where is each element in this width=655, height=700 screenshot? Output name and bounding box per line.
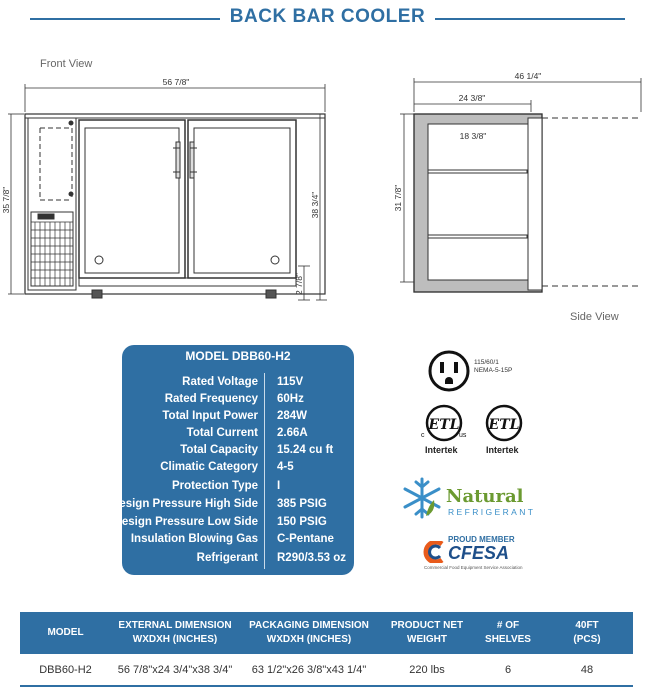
table-header	[541, 612, 633, 654]
title-rule-left	[30, 18, 220, 20]
spec-row	[111, 498, 354, 515]
spec-row	[113, 516, 354, 533]
table-cell: DBB60-H2	[20, 654, 111, 686]
natural-word: Natural	[446, 486, 524, 507]
header-line: PRODUCT NET	[390, 620, 464, 631]
cfesa-subtitle: Commercial Food Equipment Service Association	[424, 565, 523, 570]
spec-key: Protection Type	[171, 480, 258, 492]
table-header	[379, 612, 475, 654]
table-header-row	[20, 612, 633, 654]
cfesa-word: CFESA	[448, 543, 510, 563]
etl-listed-icon	[418, 404, 470, 444]
spec-key: Total Current	[186, 427, 258, 439]
front-height-left-dim: 35 7/8"	[1, 186, 11, 214]
table-cell: 56 7/8"x24 3/4"x38 3/4"	[111, 654, 239, 686]
header-line: WXDXH (INCHES)	[266, 634, 352, 645]
plug-spec	[474, 359, 512, 375]
plug-spec-line2: NEMA-5-15P	[474, 367, 513, 374]
front-view-label: Front View	[40, 58, 93, 70]
spec-value: 4-5	[277, 461, 294, 473]
spec-value: 284W	[277, 410, 308, 422]
title-rule-right	[435, 18, 625, 20]
front-height-right-dim: 38 3/4"	[310, 191, 320, 219]
spec-row	[122, 393, 354, 410]
spec-value: 115V	[277, 376, 304, 388]
table-row	[20, 654, 633, 686]
etl-listed-label: Intertek	[425, 445, 458, 455]
spec-row	[122, 552, 354, 569]
table-header	[475, 612, 541, 654]
spec-key: Insulation Blowing Gas	[130, 533, 258, 545]
spec-row	[122, 444, 354, 461]
side-depth-total-dim: 46 1/4"	[514, 71, 542, 81]
table-header	[111, 612, 239, 654]
spec-key: Rated Frequency	[164, 393, 258, 405]
etl-sanitation-icon	[482, 404, 526, 444]
table-cell: 6	[475, 654, 541, 686]
etl-us-mark: us	[459, 432, 467, 439]
spec-row	[122, 410, 354, 427]
spec-row	[122, 461, 354, 478]
side-shelf-depth-dim: 18 3/8"	[459, 131, 487, 141]
technical-drawings	[0, 55, 655, 325]
header-line: WXDXH (INCHES)	[132, 634, 218, 645]
spec-header: MODEL DBB60-H2	[122, 345, 354, 368]
spec-key: Refrigerant	[196, 552, 258, 564]
spec-row	[122, 427, 354, 444]
nema-plug-icon	[428, 350, 470, 392]
title-bar	[0, 6, 655, 30]
spec-row	[122, 376, 354, 393]
spec-key: Design Pressure High Side	[111, 498, 258, 510]
spec-value: R290/3.53 oz	[277, 552, 347, 564]
spec-value: C-Pentane	[277, 533, 334, 545]
table-header	[239, 612, 379, 654]
spec-key: Climatic Category	[160, 461, 258, 473]
side-height-dim: 31 7/8"	[393, 184, 403, 212]
etl-mark: ETL	[428, 417, 460, 433]
table-header	[20, 612, 111, 654]
spec-value: 385 PSIG	[277, 498, 327, 510]
spec-row	[122, 533, 354, 550]
etl-c-mark: c	[421, 432, 425, 439]
front-view-drawing	[8, 84, 327, 300]
spec-panel	[111, 345, 354, 575]
front-base-dim: 2 7/8"	[294, 273, 304, 295]
header-line: (PCS)	[573, 634, 601, 645]
etl-sanitation-label: Intertek	[486, 445, 519, 455]
plug-spec-line1: 115/60/1	[474, 359, 499, 366]
side-view-drawing	[400, 78, 641, 292]
refrigerant-word: REFRIGERANT	[448, 507, 536, 517]
snowflake-icon	[400, 476, 444, 520]
side-view-label: Side View	[570, 311, 619, 323]
cfesa-proud-member: PROUD MEMBER	[448, 535, 515, 544]
table-cell: 63 1/2"x26 3/8"x43 1/4"	[239, 654, 379, 686]
header-line: # OF	[496, 620, 520, 631]
header-line: MODEL	[47, 627, 84, 638]
spec-row	[122, 480, 354, 497]
spec-key: Total Input Power	[162, 410, 258, 422]
table-cell: 48	[541, 654, 633, 686]
spec-value: 2.66A	[277, 427, 308, 439]
etl-mark: ETL	[488, 417, 520, 433]
cfesa-logo	[420, 535, 540, 575]
spec-value: 60Hz	[277, 393, 304, 405]
spec-key: Design Pressure Low Side	[113, 516, 258, 528]
spec-value: 15.24 cu ft	[277, 444, 334, 456]
cfesa-swoosh-icon	[420, 541, 446, 563]
spec-value: 150 PSIG	[277, 516, 327, 528]
natural-refrigerant-logo	[400, 476, 550, 522]
table-cell: 220 lbs	[379, 654, 475, 686]
header-line: PACKAGING DIMENSION	[249, 620, 369, 631]
product-table	[20, 612, 633, 687]
spec-key: Total Capacity	[180, 444, 258, 456]
spec-key: Rated Voltage	[182, 376, 258, 388]
side-depth-cabinet-dim: 24 3/8"	[458, 93, 486, 103]
header-line: EXTERNAL DIMENSION	[118, 620, 232, 631]
header-line: SHELVES	[485, 634, 531, 645]
page-title: BACK BAR COOLER	[229, 6, 426, 27]
header-line: 40FT	[575, 620, 599, 631]
spec-value: I	[277, 480, 281, 492]
front-width-dim: 56 7/8"	[162, 77, 190, 87]
header-line: WEIGHT	[407, 634, 447, 645]
